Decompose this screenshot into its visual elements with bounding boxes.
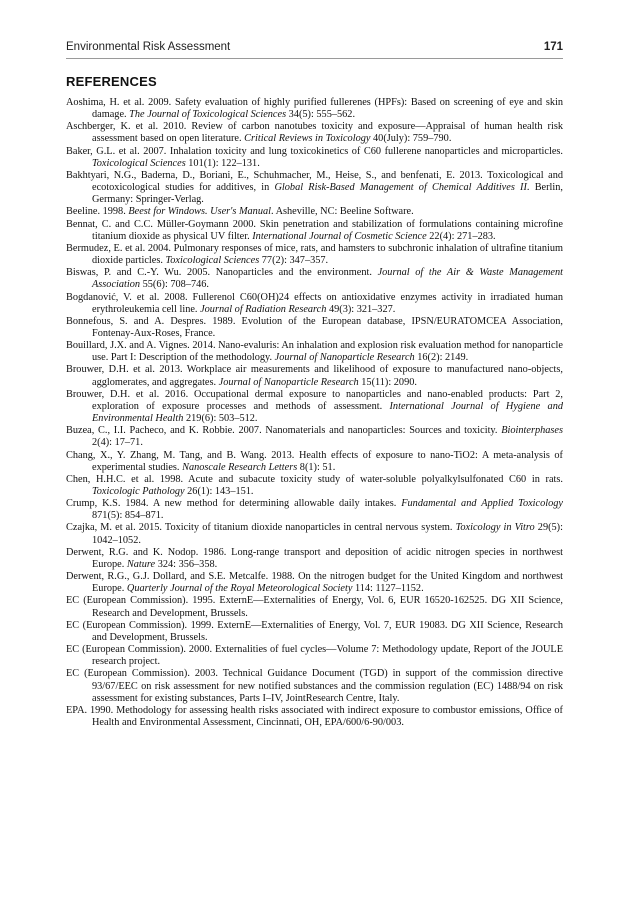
reference-text: Derwent, R.G. and K. Nodop. 1986. Long-range transport and deposition of acidic nitrogen species in northwest Europe.: [66, 546, 563, 570]
reference-entry: [66, 267, 563, 291]
reference-entry: [66, 498, 563, 522]
reference-entry: [66, 595, 563, 619]
section-title: REFERENCES: [66, 74, 157, 89]
reference-text: Aoshima, H. et al. 2009. Safety evaluation of highly purified fullerenes (HPFs): Based on screening of eye and skin damage.: [66, 97, 563, 121]
reference-journal: Biointerphases: [501, 425, 563, 437]
reference-details: 15(11): 2090.: [358, 376, 417, 388]
reference-entry: [66, 474, 563, 498]
reference-journal: Journal of Nanoparticle Research: [274, 352, 415, 364]
reference-entry: [66, 425, 563, 449]
reference-text: Beeline. 1998.: [66, 206, 129, 218]
reference-details: 324: 356–358.: [155, 558, 218, 570]
page-number: 171: [543, 41, 563, 53]
reference-journal: Critical Reviews in Toxicology: [244, 133, 371, 145]
reference-details: 22(4): 271–283.: [426, 230, 496, 242]
reference-entry: [66, 620, 563, 644]
reference-details: 871(5): 854–871.: [92, 510, 164, 522]
reference-text: Chen, H.H.C. et al. 1998. Acute and subacute toxicity study of water-soluble polyalkylsulfonated C60 in rats.: [66, 473, 563, 485]
reference-journal: Journal of Nanoparticle Research: [218, 376, 359, 388]
reference-details: 8(1): 51.: [297, 461, 336, 473]
reference-text: Aschberger, K. et al. 2010. Review of carbon nanotubes toxicity and exposure—Appraisal of human health risk assessment based on open literature.: [66, 121, 563, 145]
reference-details: 101(1): 122–131.: [185, 157, 260, 169]
running-header: [66, 38, 563, 59]
reference-text: Bakhtyari, N.G., Baderna, D., Boriani, E., Schuhmacher, M., Heise, S., and benfenati, E. 2013. Toxicological and ecotoxicological studies for additives, in: [66, 169, 563, 194]
reference-details: . Berlin, Germany: Springer-Verlag.: [92, 182, 564, 206]
reference-text: EC (European Commission). 1995. ExternE—Externalities of Energy, Vol. 6, EUR 16520-162525. DG XII Science, Research and Development, Brussels.: [66, 595, 563, 619]
reference-details: 49(3): 321–327.: [326, 303, 396, 315]
reference-text: Bermudez, E. et al. 2004. Pulmonary responses of mice, rats, and hamsters to subchronic inhalation of ultrafine titanium dioxide particles.: [66, 242, 563, 267]
reference-journal: Nanoscale Research Letters: [182, 461, 298, 473]
reference-journal: Nature: [126, 558, 156, 570]
reference-journal: Toxicologic Pathology: [92, 486, 185, 497]
reference-text: Biswas, P. and C.-Y. Wu. 2005. Nanoparticles and the environment.: [66, 267, 378, 279]
reference-details: 34(5): 555–562.: [286, 109, 356, 121]
reference-journal: Toxicological Sciences: [92, 157, 186, 169]
reference-text: Bogdanović, V. et al. 2008. Fullerenol C60(OH)24 effects on antioxidative enzymes activity in irradiated human erythroleukemia cell line.: [66, 291, 563, 315]
reference-details: 16(2): 2149.: [414, 352, 469, 364]
reference-details: 26(1): 143–151.: [184, 486, 254, 497]
reference-journal: International Journal of Cosmetic Science: [252, 230, 427, 242]
reference-text: Bonnefous, S. and A. Despres. 1989. Evolution of the European database, IPSN/EURATOMCEA Association, Fontenay-Aux-Roses, France.: [66, 315, 563, 339]
reference-details: 40(July): 759–790.: [370, 133, 452, 145]
reference-text: Brouwer, D.H. et al. 2016. Occupational dermal exposure to nanoparticles and nano-enabled products: Part 2, exploration of exposure processes and methods of assessment.: [66, 388, 563, 412]
reference-list: [66, 97, 563, 729]
reference-entry: [66, 389, 563, 425]
reference-journal: International Journal of Hygiene and Environmental Health: [92, 400, 563, 425]
reference-entry: [66, 170, 563, 206]
reference-entry: [66, 522, 563, 546]
reference-journal: Journal of the Air & Waste Management Association: [92, 267, 563, 291]
reference-details: 114: 1127–1152.: [352, 583, 424, 595]
reference-entry: [66, 121, 563, 145]
reference-entry: [66, 97, 563, 121]
reference-text: Derwent, R.G., G.J. Dollard, and S.E. Metcalfe. 1988. On the nitrogen budget for the United Kingdom and northwest Europe.: [66, 571, 563, 595]
reference-entry: [66, 644, 563, 668]
reference-text: Bouillard, J.X. and A. Vignes. 2014. Nano-evaluris: An inhalation and explosion risk evaluation method for nanoparticle use. Part I: Description of the methodology.: [66, 340, 563, 364]
reference-text: EPA. 1990. Methodology for assessing health risks associated with indirect exposure to combustor emissions, Office of Health and Environmental Assessment, Cincinnati, OH, EPA/600/6-90/003.: [66, 704, 563, 728]
running-title: Environmental Risk Assessment: [66, 41, 231, 53]
reference-details: 55(6): 708–746.: [140, 279, 209, 291]
reference-text: EC (European Commission). 1999. ExternE—Externalities of Energy, Vol. 7, EUR 19083. DG XII Science, Research and Development, Brussels.: [66, 619, 563, 643]
reference-journal: Quarterly Journal of the Royal Meteorological Society: [126, 583, 353, 595]
reference-text: EC (European Commission). 2000. Externalities of fuel cycles—Volume 7: Methodology update, Report of the JOULE research project.: [66, 644, 563, 668]
reference-entry: [66, 705, 563, 729]
reference-entry: [66, 206, 563, 218]
reference-journal: Global Risk-Based Management of Chemical Additives II: [274, 182, 527, 194]
reference-details: 29(5): 1042–1052.: [92, 522, 563, 546]
reference-details: 2(4): 17–71.: [92, 437, 143, 449]
reference-entry: [66, 668, 563, 704]
reference-entry: [66, 219, 563, 243]
reference-entry: [66, 340, 563, 364]
reference-journal: Fundamental and Applied Toxicology: [401, 498, 563, 510]
reference-text: Czajka, M. et al. 2015. Toxicity of titanium dioxide nanoparticles in central nervous system.: [66, 522, 456, 534]
reference-journal: Toxicology in Vitro: [455, 522, 535, 534]
reference-entry: [66, 547, 563, 571]
reference-entry: [66, 146, 563, 170]
reference-entry: [66, 292, 563, 316]
reference-details: 219(6): 503–512.: [183, 413, 258, 425]
reference-entry: [66, 450, 563, 474]
reference-entry: [66, 243, 563, 267]
reference-entry: [66, 571, 563, 595]
reference-text: Bennat, C. and C.C. Müller-Goymann 2000. Skin penetration and stabilization of formulations containing microfine titanium dioxide as physical UV filter.: [66, 218, 563, 242]
reference-entry: [66, 316, 563, 340]
reference-details: 77(2): 347–357.: [259, 255, 329, 267]
reference-text: Buzea, C., I.I. Pacheco, and K. Robbie. 2007. Nanomaterials and nanoparticles: Sources and toxicity.: [66, 425, 502, 437]
reference-text: EC (European Commission). 2003. Technical Guidance Document (TGD) in support of the commission directive 93/67/EEC on risk assessment for new notified substances and the commission regulation (EC) 1488/94 on risk assessment for existing substances, Parts I–IV, JointResearch Centre, Italy.: [66, 668, 563, 704]
reference-text: Brouwer, D.H. et al. 2013. Workplace air measurements and likelihood of exposure to manufactured nano-objects, agglomerates, and aggregates.: [66, 364, 563, 388]
reference-journal: Journal of Radiation Research: [200, 303, 327, 315]
reference-journal: The Journal of Toxicological Sciences: [129, 109, 287, 121]
reference-journal: Beest for Windows. User's Manual: [128, 206, 271, 218]
reference-details: . Asheville, NC: Beeline Software.: [270, 206, 414, 218]
reference-journal: Toxicological Sciences: [165, 255, 260, 267]
reference-text: Chang, X., Y. Zhang, M. Tang, and B. Wang. 2013. Health effects of exposure to nano-TiO2: A meta-analysis of experimental studies.: [66, 449, 563, 473]
reference-text: Baker, G.L. et al. 2007. Inhalation toxicity and lung toxicokinetics of C60 fullerene nanoparticles and microparticles.: [66, 145, 563, 157]
reference-entry: [66, 364, 563, 388]
reference-text: Crump, K.S. 1984. A new method for determining allowable daily intakes.: [66, 498, 402, 510]
